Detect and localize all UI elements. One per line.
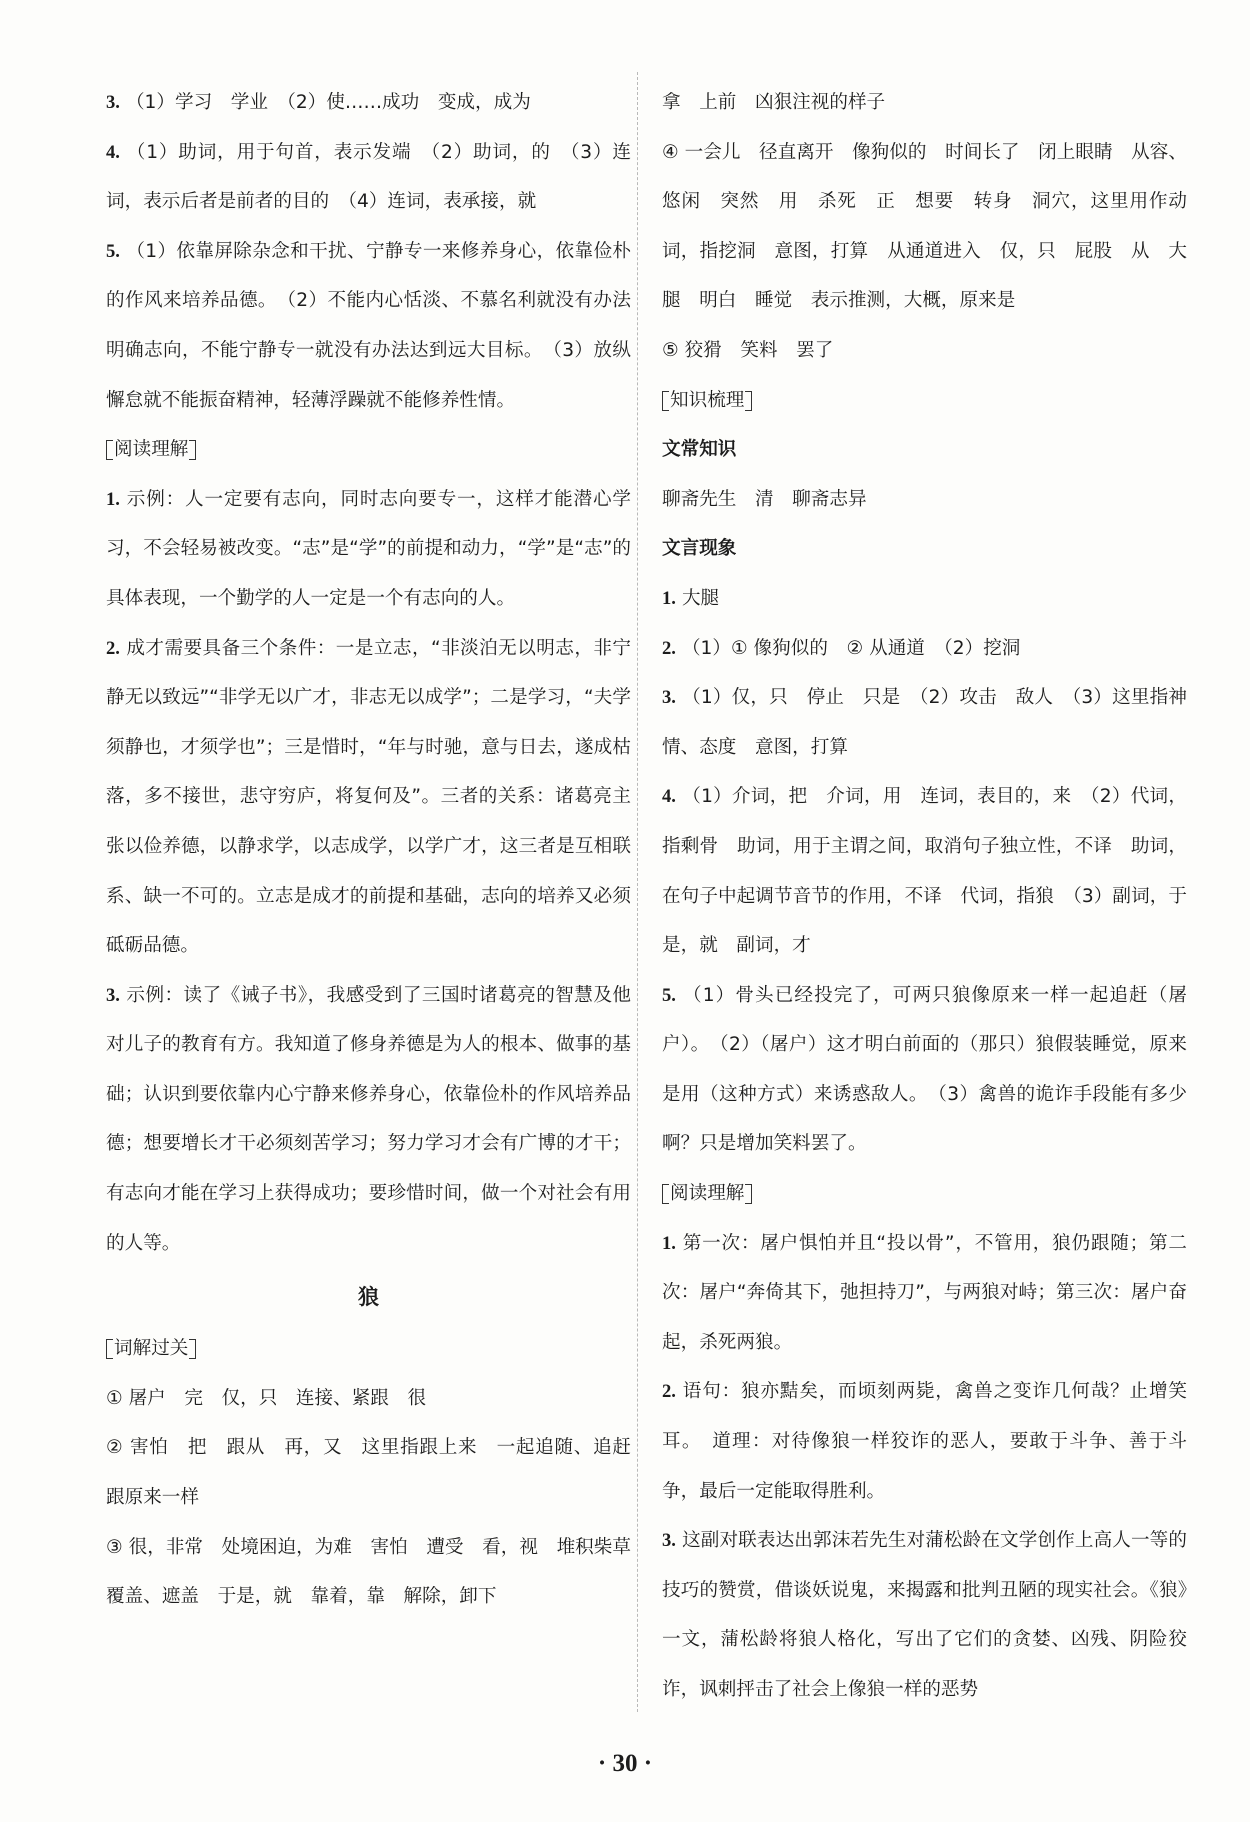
answer-item: 2. 成才需要具备三个条件：一是立志，“非淡泊无以明志，非宁静无以致远”“非学无以广才，非志无以成学”；二是学习，“夫学须静也，才须学也”；三是惜时，“年与时驰，意与日去，遂成枯落，多不接世，悲守穷庐，将复何及”。三者的关系：诸葛亮主张以俭养德，以静求学，以志成学，以学广才，这三者是互相联系、缺一不可的。立志是成才的前提和基础，志向的培养又必须砥砺品德。 bbox=[106, 637, 631, 957]
answer-item: 2. 语句：狼亦黠矣，而顷刻两毙，禽兽之变诈几何哉？止增笑耳。 道理：对待像狼一样狡诈的恶人，要敢于斗争、善于斗争，最后一定能取得胜利。 bbox=[662, 1381, 1187, 1502]
answer-item: 5. （1）依靠屏除杂念和干扰、宁静专一来修养身心，依靠俭朴的作风来培养品德。 （2）不能内心恬淡、不慕名利就没有办法明确志向，不能宁静专一就没有办法达到远大目标。 （3）放纵懈怠就不能振奋精神，轻薄浮躁就不能修养性情。 bbox=[106, 240, 631, 411]
answer-item: 3. （1）仅，只 停止 只是 （2）攻击 敌人 （3）这里指神情、态度 意图，打算 bbox=[662, 687, 1187, 758]
answer-item: 1. 第一次：屠户惧怕并且“投以骨”，不管用，狼仍跟随；第二次：屠户“奔倚其下，弛担持刀”，与两狼对峙；第三次：屠户奋起，杀死两狼。 bbox=[662, 1232, 1187, 1353]
answer-item: 3. 示例：读了《诫子书》，我感受到了三国时诸葛亮的智慧及他对儿子的教育有方。我知道了修身养德是为人的根本、做事的基础；认识到要依靠内心宁静来修养身心，依靠俭朴的作风培养品德；想要增长才干必须刻苦学习；努力学习才会有广博的才干；有志向才能在学习上获得成功；要珍惜时间，做一个对社会有用的人等。 bbox=[106, 984, 631, 1254]
section-heading-knowledge: 知识梳理 bbox=[662, 376, 1187, 426]
column-divider bbox=[637, 72, 638, 1712]
word-item: 拿 上前 凶狠注视的样子 bbox=[662, 92, 886, 113]
article-title: 狼 bbox=[358, 1285, 379, 1310]
section-heading-words: 词解过关 bbox=[106, 1324, 631, 1374]
word-item: ⑤ 狡猾 笑料 罢了 bbox=[662, 339, 834, 361]
section-heading-reading: 阅读理解 bbox=[106, 425, 631, 475]
section-heading-reading-2: 阅读理解 bbox=[662, 1169, 1187, 1219]
answer-item: 1. 示例：人一定要有志向，同时志向要专一，这样才能潜心学习，不会轻易被改变。“志”是“学”的前提和动力，“学”是“志”的具体表现，一个勤学的人一定是一个有志向的人。 bbox=[106, 488, 631, 609]
right-column bbox=[662, 78, 1187, 1715]
word-item: ④ 一会儿 径直离开 像狗似的 时间长了 闭上眼睛 从容、悠闲 突然 用 杀死 正 想要 转身 洞穴，这里用作动词，指挖洞 意图，打算 从通道进入 仅，只 屁股 从 大腿 明白 睡觉 表示推测，大概，原来是 bbox=[662, 141, 1187, 312]
answer-item: 2. （1）① 像狗似的 ② 从通道 （2）挖洞 bbox=[662, 637, 1021, 659]
subheading-culture: 文常知识 bbox=[662, 439, 737, 461]
subheading-classical: 文言现象 bbox=[662, 538, 737, 560]
word-item: ① 屠户 完 仅，只 连接、紧跟 很 bbox=[106, 1387, 427, 1409]
answer-item: 1. 大腿 bbox=[662, 587, 720, 609]
answer-item: 4. （1）助词，用于句首，表示发端 （2）助词，的 （3）连词，表示后者是前者的目的 （4）连词，表承接，就 bbox=[106, 141, 631, 213]
culture-text: 聊斋先生 清 聊斋志异 bbox=[662, 488, 867, 510]
word-item: ③ 很，非常 处境困迫，为难 害怕 遭受 看，视 堆积柴草 覆盖、遮盖 于是，就 靠着，靠 解除，卸下 bbox=[106, 1536, 650, 1608]
page-number: · 30 · bbox=[597, 1750, 653, 1777]
answer-item: 5. （1）骨头已经投完了，可两只狼像原来一样一起追赶（屠户）。 （2）（屠户）这才明白前面的（那只）狼假装睡觉，原来是用（这种方式）来诱惑敌人。 （3）禽兽的诡诈手段能有多少啊？只是增加笑料罢了。 bbox=[662, 984, 1187, 1155]
answer-item: 4. （1）介词，把 介词，用 连词，表目的，来 （2）代词，指剩骨 助词，用于主谓之间，取消句子独立性，不译 助词，在句子中起调节音节的作用，不译 代词，指狼 （3）副词，于是，就 副词，才 bbox=[662, 786, 1187, 957]
word-item: ② 害怕 把 跟从 再，又 这里指跟上来 一起追随、追赶 跟原来一样 bbox=[106, 1437, 650, 1509]
answer-item: 3. （1）学习 学业 （2）使……成功 变成，成为 bbox=[106, 92, 531, 113]
answer-item: 3. 这副对联表达出郭沫若先生对蒲松龄在文学创作上高人一等的技巧的赞赏，借谈妖说鬼，来揭露和批判丑陋的现实社会。《狼》一文，蒲松龄将狼人格化，写出了它们的贪婪、凶残、阴险狡诈，讽刺抨击了社会上像狼一样的恶势 bbox=[662, 1530, 1187, 1700]
left-column bbox=[106, 78, 650, 1622]
